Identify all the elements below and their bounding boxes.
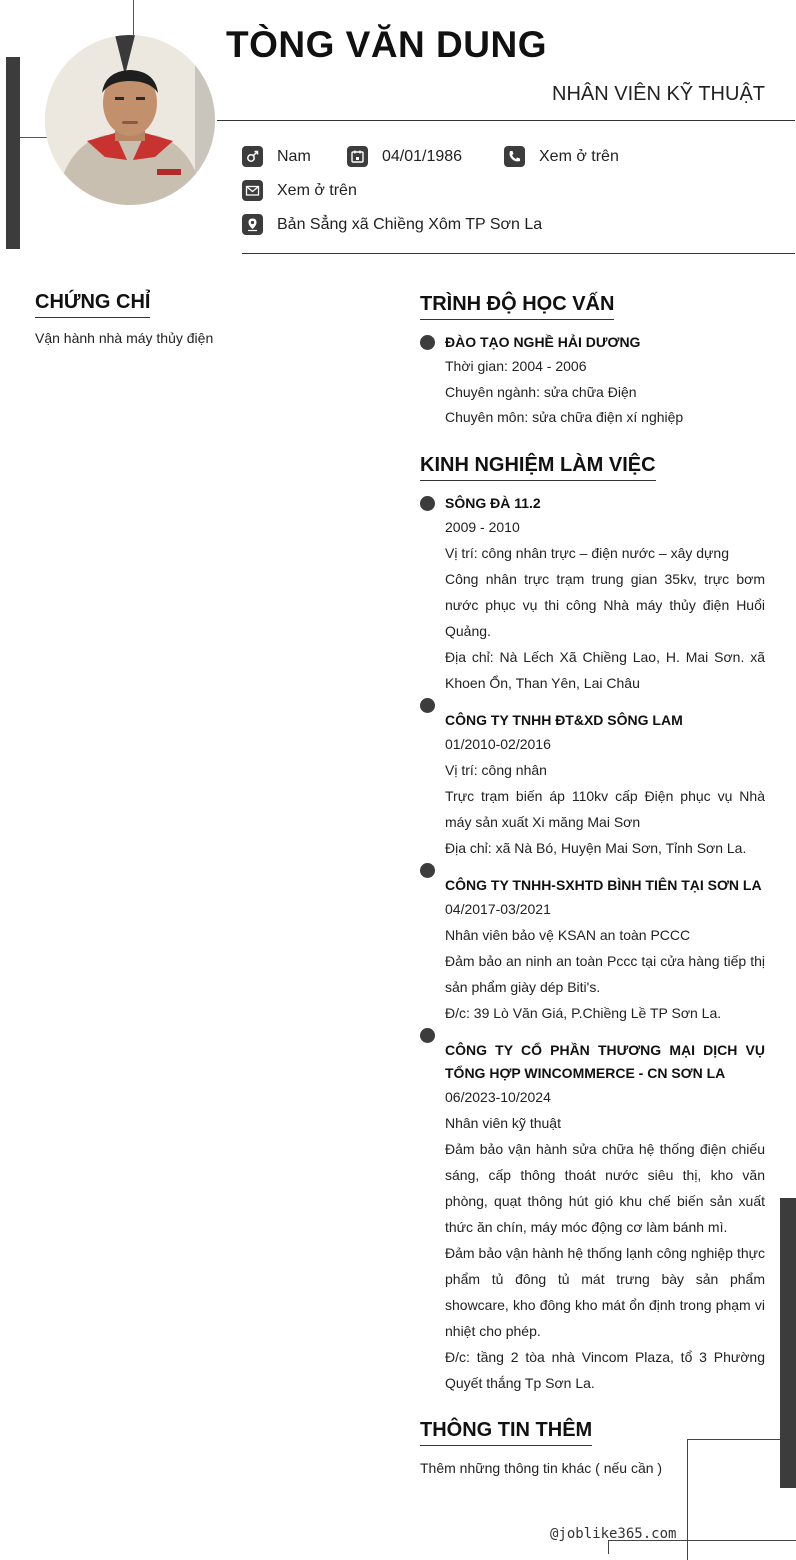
company-name: CÔNG TY TNHH-SXHTD BÌNH TIÊN TẠI SƠN LA bbox=[445, 877, 762, 893]
job-detail: Trực trạm biến áp 110kv cấp Điện phục vụ Nhà máy sản xuất Xi măng Mai Sơn bbox=[445, 788, 765, 830]
education-heading: TRÌNH ĐỘ HỌC VẤN bbox=[420, 293, 614, 320]
job-detail: Đảm bảo an ninh an toàn Pccc tại cửa hàng tiếp thị sản phẩm giày dép Biti's. bbox=[445, 953, 765, 995]
job-detail: Đảm bảo vận hành sửa chữa hệ thống điện chiếu sáng, cấp thông thoát nước siêu thị, kho văn phòng, quạt thông hút gió khu chế biến sản xuất thức ăn chín, máy móc động cơ làm bánh mì. bbox=[445, 1141, 765, 1235]
dob-value: 04/01/1986 bbox=[382, 147, 463, 165]
divider bbox=[242, 253, 795, 254]
decorative-frame bbox=[687, 1439, 781, 1560]
job-detail: Đ/c: tầng 2 tòa nhà Vincom Plaza, tổ 3 Phường Quyết thắng Tp Sơn La. bbox=[445, 1349, 765, 1391]
job-detail: Đảm bảo vận hành hệ thống lạnh công nghiệp thực phẩm tủ đông tủ mát trưng bày sản phẩm showcare, kho đông kho mát ổn định trong phạm vi nhiệt cho phép. bbox=[445, 1245, 765, 1339]
divider bbox=[217, 120, 795, 121]
job-detail: Địa chỉ: Nà Lếch Xã Chiềng Lao, H. Mai Sơn. xã Khoen Ổn, Than Yên, Lai Châu bbox=[445, 649, 765, 691]
watermark: @joblike365.com bbox=[550, 1526, 677, 1542]
job-detail: Địa chỉ: xã Nà Bó, Huyện Mai Sơn, Tỉnh Sơn La. bbox=[445, 840, 747, 856]
bullet-dot bbox=[420, 496, 435, 511]
decorative-bar-right bbox=[780, 1198, 796, 1488]
decorative-line bbox=[133, 0, 134, 40]
phone-icon bbox=[504, 146, 525, 167]
job-period: 06/2023-10/2024 bbox=[445, 1089, 551, 1105]
dob-item bbox=[347, 146, 462, 167]
job-period: 2009 - 2010 bbox=[445, 519, 520, 535]
certificates-heading: CHỨNG CHỈ bbox=[35, 291, 150, 318]
decorative-line bbox=[20, 137, 50, 138]
decorative-line bbox=[608, 1540, 609, 1554]
job-detail: Công nhân trực trạm trung gian 35kv, trực bơm nước phục vụ thi công Nhà máy thủy điện Huổi Quảng. bbox=[445, 571, 765, 639]
job-position: Nhân viên bảo vệ KSAN an toàn PCCC bbox=[445, 926, 691, 943]
bullet-dot bbox=[420, 1028, 435, 1043]
bullet-dot bbox=[420, 335, 435, 350]
avatar bbox=[45, 35, 215, 205]
gender-icon bbox=[242, 146, 263, 167]
education-line: Chuyên môn: sửa chữa điện xí nghiệp bbox=[445, 409, 684, 425]
company-name: CÔNG TY CỔ PHẦN THƯƠNG MẠI DỊCH VỤ TỔNG HỢP WINCOMMERCE - CN SƠN LA bbox=[445, 1042, 765, 1081]
job-position: Nhân viên kỹ thuật bbox=[445, 1114, 561, 1131]
address-value: Bản Sẳng xã Chiềng Xôm TP Sơn La bbox=[277, 215, 543, 233]
map-pin-icon bbox=[242, 214, 263, 235]
certificate-item: Vận hành nhà máy thủy điện bbox=[35, 330, 214, 346]
certificates-section bbox=[35, 291, 213, 346]
school-name: ĐÀO TẠO NGHỀ HẢI DƯƠNG bbox=[445, 334, 641, 350]
job-position: Vị trí: công nhân bbox=[445, 761, 547, 778]
company-name: CÔNG TY TNHH ĐT&XD SÔNG LAM bbox=[445, 712, 683, 728]
job-period: 04/2017-03/2021 bbox=[445, 901, 551, 917]
bullet-dot bbox=[420, 863, 435, 878]
envelope-icon bbox=[242, 180, 263, 201]
job-period: 01/2010-02/2016 bbox=[445, 736, 551, 752]
address-item bbox=[242, 214, 542, 235]
gender-item bbox=[242, 146, 311, 167]
job-position: Vị trí: công nhân trực – điện nước – xây dựng bbox=[445, 544, 729, 561]
bullet-dot bbox=[420, 698, 435, 713]
email-item bbox=[242, 180, 357, 201]
company-name: SÔNG ĐÀ 11.2 bbox=[445, 495, 541, 511]
phone-item bbox=[504, 146, 619, 167]
calendar-icon bbox=[347, 146, 368, 167]
phone-value: Xem ở trên bbox=[539, 147, 619, 165]
additional-heading: THÔNG TIN THÊM bbox=[420, 1419, 592, 1446]
candidate-name: TÒNG VĂN DUNG bbox=[226, 24, 547, 65]
education-line: Thời gian: 2004 - 2006 bbox=[445, 358, 587, 374]
education-line: Chuyên ngành: sửa chữa Điện bbox=[445, 383, 637, 400]
additional-section bbox=[420, 1419, 662, 1476]
additional-text: Thêm những thông tin khác ( nếu cần ) bbox=[420, 1460, 663, 1476]
experience-heading: KINH NGHIỆM LÀM VIỆC bbox=[420, 454, 656, 481]
job-title: NHÂN VIÊN KỸ THUẬT bbox=[552, 83, 765, 105]
decorative-bar-left bbox=[6, 57, 20, 249]
job-detail: Đ/c: 39 Lò Văn Giá, P.Chiềng Lề TP Sơn La. bbox=[445, 1005, 722, 1021]
gender-value: Nam bbox=[277, 147, 311, 165]
experience-heading-wrap bbox=[420, 454, 656, 481]
email-value: Xem ở trên bbox=[277, 181, 357, 199]
education-heading-wrap bbox=[420, 293, 614, 320]
